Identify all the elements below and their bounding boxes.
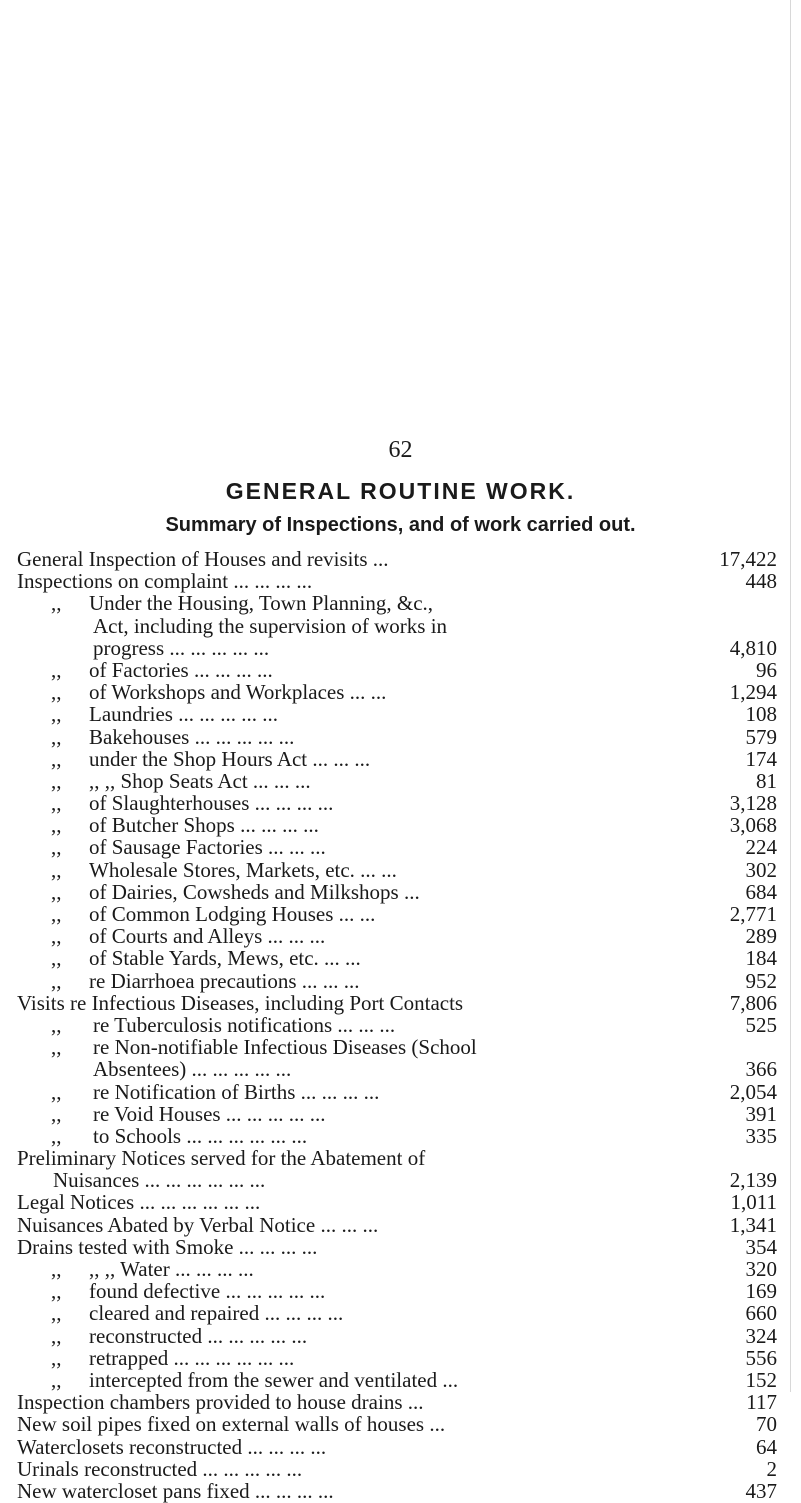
list-item <box>17 903 777 925</box>
item-label: Laundries ... ... ... ... ... <box>89 702 278 727</box>
list-item <box>17 992 777 1014</box>
item-label: under the Shop Hours Act ... ... ... <box>89 746 371 771</box>
ditto-mark: ,, <box>51 768 62 793</box>
item-value: 660 <box>745 1301 777 1326</box>
page-number: 62 <box>388 437 413 463</box>
list-item <box>17 592 777 614</box>
ditto-mark: ,, <box>51 591 62 616</box>
item-value: 391 <box>745 1101 777 1126</box>
list-item <box>17 1125 777 1147</box>
item-value: 2,139 <box>729 1168 777 1193</box>
item-value: 437 <box>745 1478 777 1503</box>
item-label: Urinals reconstructed ... ... ... ... ... <box>17 1456 303 1481</box>
item-label: ,, ,, Water ... ... ... ... <box>89 1257 254 1281</box>
item-value: 335 <box>745 1123 777 1148</box>
list-item <box>17 1391 777 1413</box>
list-item <box>17 1258 777 1280</box>
section-subheading: Summary of Inspections, and of work carried out. <box>165 514 636 536</box>
list-item <box>17 1413 777 1435</box>
ditto-mark: ,, <box>51 1257 62 1281</box>
item-label-continuation: Absentees) ... ... ... ... ... <box>93 1057 292 1082</box>
item-value: 952 <box>745 968 777 993</box>
list-item <box>17 703 777 725</box>
ditto-mark: ,, <box>51 1079 62 1104</box>
item-value: 684 <box>745 879 777 904</box>
list-item <box>17 1325 777 1347</box>
item-label-continuation: Act, including the supervision of works in <box>93 613 448 638</box>
item-label: Inspections on complaint ... ... ... ... <box>17 569 313 594</box>
list-item <box>17 1347 777 1369</box>
ditto-mark: ,, <box>51 1035 62 1060</box>
list-item <box>17 770 777 792</box>
item-value: 302 <box>745 857 777 882</box>
item-label: of Common Lodging Houses ... ... <box>89 902 376 926</box>
item-label: cleared and repaired ... ... ... ... <box>89 1301 344 1326</box>
item-label: of Dairies, Cowsheds and Milkshops ... <box>89 879 420 904</box>
item-value: 1,294 <box>729 680 777 705</box>
item-value: 1,011 <box>730 1190 777 1215</box>
item-label: Bakehouses ... ... ... ... ... <box>89 724 295 749</box>
item-value: 354 <box>745 1234 777 1259</box>
item-label: Preliminary Notices served for the Abatement of <box>17 1146 426 1171</box>
item-value: 81 <box>756 768 777 793</box>
list-item <box>17 726 777 748</box>
item-value: 289 <box>745 924 777 949</box>
item-value: 525 <box>745 1012 777 1037</box>
item-value: 169 <box>745 1279 777 1304</box>
list-item-continuation <box>17 1169 777 1191</box>
item-label: Nuisances Abated by Verbal Notice ... ... ... <box>17 1212 379 1237</box>
ditto-mark: ,, <box>51 857 62 882</box>
item-label: Drains tested with Smoke ... ... ... ... <box>17 1234 318 1259</box>
ditto-mark: ,, <box>51 1345 62 1370</box>
ditto-mark: ,, <box>51 902 62 926</box>
item-value: 366 <box>745 1057 777 1082</box>
item-label: re Tuberculosis notifications ... ... ... <box>93 1012 396 1037</box>
item-label: of Slaughterhouses ... ... ... ... <box>89 791 334 816</box>
ditto-mark: ,, <box>51 680 62 705</box>
item-label: of Workshops and Workplaces ... ... <box>89 680 387 705</box>
list-item <box>17 1369 777 1391</box>
list-item <box>17 925 777 947</box>
ditto-mark: ,, <box>51 946 62 971</box>
list-item <box>17 659 777 681</box>
list-item <box>17 1081 777 1103</box>
item-label: of Stable Yards, Mews, etc. ... ... <box>89 946 361 971</box>
item-value: 1,341 <box>729 1212 777 1237</box>
ditto-mark: ,, <box>51 813 62 838</box>
item-value: 2 <box>766 1456 777 1481</box>
item-label: of Courts and Alleys ... ... ... <box>89 924 326 949</box>
list-item <box>17 1147 777 1169</box>
list-item <box>17 1302 777 1324</box>
list-item <box>17 859 777 881</box>
ditto-mark: ,, <box>51 1279 62 1304</box>
list-item <box>17 1458 777 1480</box>
ditto-mark: ,, <box>51 702 62 727</box>
item-label: Inspection chambers provided to house drains ... <box>17 1390 424 1415</box>
item-value: 4,810 <box>729 635 777 660</box>
item-value: 108 <box>745 702 777 727</box>
list-item <box>17 1436 777 1458</box>
list-item <box>17 1214 777 1236</box>
item-label-continuation: progress ... ... ... ... ... <box>93 635 270 660</box>
ditto-mark: ,, <box>51 1301 62 1326</box>
list-item <box>17 970 777 992</box>
item-label: retrapped ... ... ... ... ... ... <box>89 1345 295 1370</box>
item-label: found defective ... ... ... ... ... <box>89 1279 326 1304</box>
item-label: New soil pipes fixed on external walls of houses ... <box>17 1412 446 1437</box>
item-label: ,, ,, Shop Seats Act ... ... ... <box>89 768 311 793</box>
ditto-mark: ,, <box>51 835 62 860</box>
item-label: Under the Housing, Town Planning, &c., <box>89 591 434 616</box>
item-value: 184 <box>745 946 777 971</box>
item-label: New watercloset pans fixed ... ... ... ... <box>17 1478 334 1503</box>
item-value: 2,054 <box>729 1079 777 1104</box>
list-item <box>17 836 777 858</box>
list-item-continuation <box>17 615 777 637</box>
list-item <box>17 1103 777 1125</box>
ditto-mark: ,, <box>51 924 62 949</box>
item-value: 324 <box>745 1323 777 1348</box>
item-value: 3,128 <box>729 791 777 816</box>
item-value: 448 <box>745 569 777 594</box>
list-item <box>17 570 777 592</box>
ditto-mark: ,, <box>51 1012 62 1037</box>
list-item <box>17 548 777 570</box>
ditto-mark: ,, <box>51 1323 62 1348</box>
item-label: re Non-notifiable Infectious Diseases (School <box>93 1035 477 1060</box>
item-value: 579 <box>745 724 777 749</box>
item-label: of Butcher Shops ... ... ... ... <box>89 813 319 838</box>
item-label: Visits re Infectious Diseases, including Port Contacts <box>17 990 464 1015</box>
item-label: Waterclosets reconstructed ... ... ... ... <box>17 1434 327 1459</box>
ditto-mark: ,, <box>51 724 62 749</box>
item-label: Wholesale Stores, Markets, etc. ... ... <box>89 857 397 882</box>
list-item <box>17 881 777 903</box>
ditto-mark: ,, <box>51 968 62 993</box>
list-item <box>17 792 777 814</box>
list-item <box>17 814 777 836</box>
item-label: re Void Houses ... ... ... ... ... <box>93 1101 326 1126</box>
item-label: re Notification of Births ... ... ... ... <box>93 1079 380 1104</box>
item-value: 3,068 <box>729 813 777 838</box>
ditto-mark: ,, <box>51 879 62 904</box>
list-item <box>17 1236 777 1258</box>
item-value: 320 <box>745 1257 777 1281</box>
list-item <box>17 748 777 770</box>
item-value: 2,771 <box>729 902 777 926</box>
ditto-mark: ,, <box>51 1367 62 1392</box>
list-item <box>17 1280 777 1302</box>
list-item-continuation <box>17 637 777 659</box>
item-value: 64 <box>756 1434 777 1459</box>
ditto-mark: ,, <box>51 791 62 816</box>
list-item <box>17 681 777 703</box>
list-item <box>17 1480 777 1502</box>
item-label: to Schools ... ... ... ... ... ... <box>93 1123 308 1148</box>
ditto-mark: ,, <box>51 657 62 682</box>
item-label: of Factories ... ... ... ... <box>89 657 273 682</box>
inspection-summary-list <box>17 548 777 1502</box>
item-value: 556 <box>745 1345 777 1370</box>
item-label: General Inspection of Houses and revisits ... <box>17 547 389 571</box>
item-value: 224 <box>745 835 777 860</box>
section-heading: GENERAL ROUTINE WORK. <box>225 478 576 504</box>
item-value: 96 <box>756 657 777 682</box>
item-value: 17,422 <box>719 547 777 571</box>
item-label: of Sausage Factories ... ... ... <box>89 835 326 860</box>
ditto-mark: ,, <box>51 1101 62 1126</box>
page-edge-divider <box>790 0 791 1392</box>
item-value: 7,806 <box>729 990 777 1015</box>
item-label: intercepted from the sewer and ventilated ... <box>89 1367 459 1392</box>
item-value: 152 <box>745 1367 777 1392</box>
list-item <box>17 947 777 969</box>
list-item <box>17 1191 777 1213</box>
ditto-mark: ,, <box>51 1123 62 1148</box>
item-label: re Diarrhoea precautions ... ... ... <box>89 968 360 993</box>
item-value: 174 <box>745 746 777 771</box>
list-item <box>17 1036 777 1058</box>
item-label-continuation: Nuisances ... ... ... ... ... ... <box>53 1168 266 1193</box>
item-value: 117 <box>746 1390 777 1415</box>
list-item-continuation <box>17 1058 777 1080</box>
item-value: 70 <box>756 1412 777 1437</box>
list-item <box>17 1014 777 1036</box>
ditto-mark: ,, <box>51 746 62 771</box>
item-label: reconstructed ... ... ... ... ... <box>89 1323 308 1348</box>
item-label: Legal Notices ... ... ... ... ... ... <box>17 1190 261 1215</box>
